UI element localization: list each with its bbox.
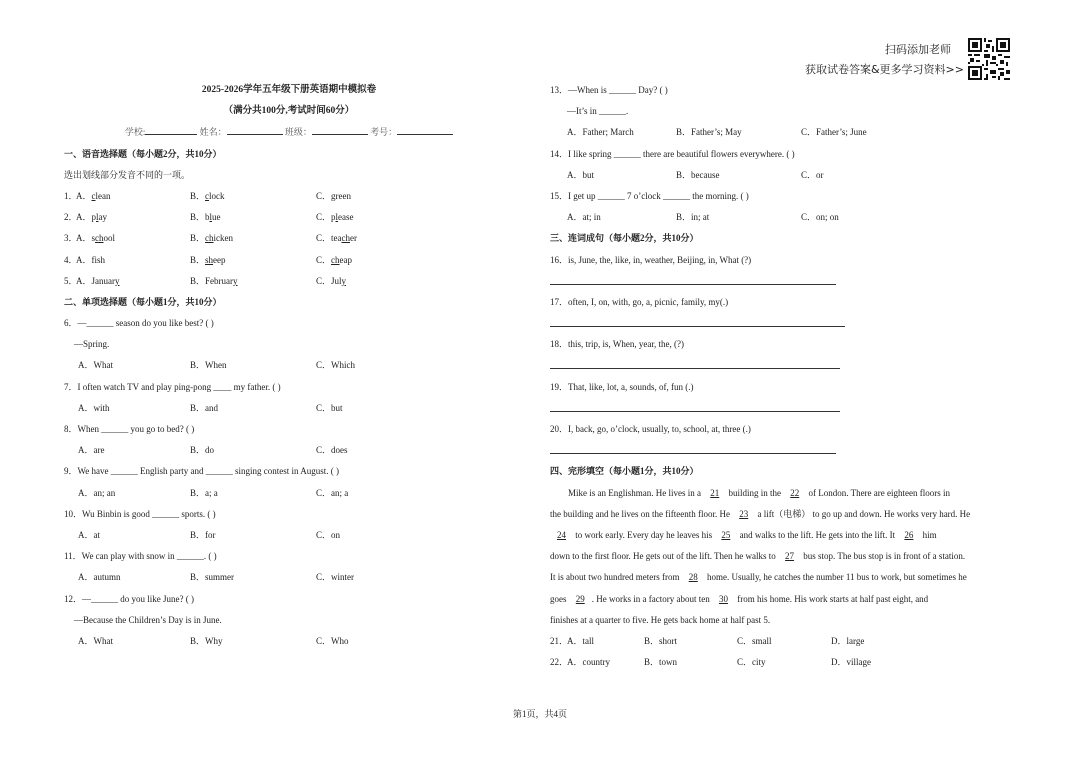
option-d[interactable]: D．village [831,657,871,668]
question-number: 22． [550,657,569,668]
option-text: C．tea [316,233,342,244]
option-a[interactable] [76,271,120,292]
options-row [64,440,514,461]
cloze-blank[interactable]: 24 [557,529,566,540]
question-stem: 11．We can play with snow in ______. ( ) [64,551,217,562]
option-text: C． [316,190,332,201]
qr-caption-line2: 获取试卷答案&更多学习资料>> [804,63,964,76]
option-c[interactable]: C．does [316,445,348,456]
question-followup: —Because the Children’s Day is in June. [74,614,222,625]
page-footer: 第1页，共4页 [512,709,567,719]
option-b[interactable]: B．Why [190,635,223,646]
option-a[interactable]: A．are [78,445,105,456]
option-text: ay [98,212,108,223]
reorder-question: 19．That, like, lot, a, sounds, of, fun (.) [550,381,694,392]
phonics-question [64,186,514,207]
option-b[interactable]: B．and [190,402,218,413]
student-info-line [64,122,514,143]
answer-line-row [550,440,1020,461]
option-c[interactable]: C．Who [316,635,349,646]
passage-line [550,610,1020,631]
question-number: 5． [64,275,78,286]
option-b[interactable]: B．for [190,529,216,540]
school-field[interactable] [145,134,197,135]
option-text: C．p [316,212,336,223]
phonics-question [64,250,514,271]
passage-text: . He works in a factory about ten [591,593,712,604]
answer-line[interactable] [550,453,836,454]
passage-text: It is about two hundred meters from [550,572,682,583]
passage-text: from his home. His work starts at half past eight, and [734,593,929,604]
section4-heading: 四、完形填空（每小题1分，共10分） [550,466,699,477]
option-text: B． [190,190,206,201]
right-mc-questions [550,80,1020,228]
question-stem: 9．We have ______ English party and ______ singing contest in August. ( ) [64,466,339,477]
options-row [64,355,514,376]
passage-text: and walks to the lift. He gets into the lift. It [737,529,898,540]
number-field[interactable] [397,134,453,135]
options-row [64,483,514,504]
underlined-sound: c [91,190,96,201]
option-text: A．Januar [76,275,115,286]
option-text: lock [209,190,225,201]
passage-text: down to the first floor. He gets out of the lift. Then he walks to [550,551,779,562]
options-row [64,631,514,652]
cloze-passage [550,483,1020,631]
options-row [550,207,1020,228]
option-c[interactable]: C．winter [316,572,354,583]
answer-line[interactable] [550,368,840,369]
underlined-sound: l [209,212,213,223]
passage-text: the building and he lives on the fifteenth floor. He [550,508,733,519]
option-text: A．s [76,233,96,244]
underlined-sound: ch [95,233,104,244]
underlined-sound: sh [205,254,214,265]
option-text: B． [190,233,206,244]
option-a[interactable]: A．tall [567,635,594,646]
option-text: ue [212,212,221,223]
answer-line-row [550,355,1020,376]
option-c[interactable]: C．on [316,529,341,540]
option-b[interactable] [190,228,233,249]
underlined-sound: y [233,275,238,286]
option-a[interactable]: A．autumn [78,572,121,583]
option-a[interactable] [76,228,115,249]
cloze-question [550,652,1020,673]
section3-questions [550,250,1020,462]
option-b[interactable]: B．summer [190,572,234,583]
cloze-blank[interactable]: 30 [718,593,728,604]
options-row [550,165,1020,186]
option-text: C． [316,254,332,265]
option-text: icken [213,233,234,244]
option-d[interactable]: D．large [831,635,865,646]
option-a[interactable]: A．What [78,635,113,646]
answer-line[interactable] [550,326,845,327]
question-stem: 7．I often watch TV and play ping-pong ____ my father. ( ) [64,381,281,392]
passage-text: building in the [726,487,784,498]
answer-line-row [550,398,1020,419]
cloze-blank[interactable]: 29 [575,593,585,604]
passage-line [550,525,1020,546]
exam-title: 2025-2026学年五年级下册英语期中模拟卷 [201,85,377,95]
answer-line[interactable] [550,411,840,412]
option-a[interactable] [76,186,111,207]
option-c[interactable]: C．city [737,657,766,668]
option-c[interactable]: C．an; a [316,487,349,498]
passage-text: him [920,529,937,540]
question-stem: 8．When ______ you go to bed? ( ) [64,424,195,434]
underlined-sound: l [335,212,339,223]
option-text: B． [190,254,206,265]
option-c[interactable]: C．or [801,169,824,180]
option-b[interactable] [190,207,221,228]
question-followup: —It’s in ______. [567,106,629,117]
option-c[interactable]: C．Father’s; June [801,127,867,138]
passage-line [550,546,1020,567]
underlined-sound: ch [331,254,340,265]
options-row [550,122,1020,143]
question-number: 1． [64,190,78,201]
options-row [64,398,514,419]
option-a[interactable] [76,207,107,228]
reorder-question: 20．I, back, go, o’clock, usually, to, school, at, three (.) [550,424,751,434]
cloze-blank[interactable]: 25 [721,529,731,540]
question-number: 3． [64,233,78,244]
phonics-question [64,228,514,249]
option-text: eap [339,254,353,265]
underlined-sound: ch [341,233,350,244]
question-stem: 12．—______ do you like June? ( ) [64,593,194,604]
option-a[interactable]: A．at [78,529,100,540]
name-label: 姓名： [199,127,227,138]
answer-line-row [550,313,1020,334]
reorder-question: 17．often, I, on, with, go, a, picnic, family, my(.) [550,296,729,307]
option-text: A． [76,190,92,201]
option-b[interactable]: B．When [190,360,227,371]
option-c[interactable]: C．but [316,402,343,413]
option-c[interactable] [316,228,357,249]
passage-text: Mike is an Englishman. He lives in a [568,487,704,498]
passage-text: bus stop. The bus stop is in front of a station. [801,551,966,562]
option-c[interactable] [316,271,346,292]
number-label: 考号： [370,127,398,138]
class-label: 班级： [284,127,312,138]
option-text: B．Februar [190,275,233,286]
qr-caption-line1: 扫码添加老师 [885,43,951,56]
cloze-blank[interactable]: 22 [790,487,800,498]
options-row [64,525,514,546]
option-text: B．b [190,212,210,223]
reorder-question: 18．this, trip, is, When, year, the, (?) [550,339,684,350]
question-stem: 13．—When is ______ Day? ( ) [550,85,668,95]
option-b[interactable]: B．in; at [676,212,710,223]
option-b[interactable] [190,186,225,207]
question-followup: —Spring. [74,339,110,350]
option-b[interactable] [190,271,238,292]
qr-code-icon[interactable] [968,38,1010,80]
option-a[interactable]: A．but [567,169,595,180]
cloze-blank[interactable]: 23 [739,508,749,519]
passage-line [550,504,1020,525]
option-a[interactable]: A．Father; March [567,127,634,138]
section1-questions [64,186,514,292]
option-text: reen [335,190,352,201]
passage-line [550,589,1020,610]
cloze-blank[interactable]: 21 [710,487,720,498]
option-text: eep [213,254,226,265]
passage-text: a lift（电梯） to go up and down. He works very hard. He [755,508,971,519]
question-stem: 10．Wu Binbin is good ______ sports. ( ) [64,508,216,519]
passage-line [550,567,1020,588]
question-stem: 14．I like spring ______ there are beautiful flowers everywhere. ( ) [550,148,795,159]
underlined-sound: y [341,275,347,286]
options-row [64,567,514,588]
cloze-blank[interactable]: 27 [785,551,795,562]
answer-line[interactable] [550,284,836,285]
name-field[interactable] [227,134,283,135]
section3-heading: 三、连词成句（每小题2分，共10分） [550,233,699,244]
option-text: er [350,233,357,244]
option-b[interactable]: B．a; a [190,487,218,498]
passage-text: home. Usually, he catches the number 11 bus to work, but sometimes he [704,572,967,583]
option-c[interactable]: C．on; on [801,212,839,223]
section1-heading: 一、语音选择题（每小题2分，共10分） [64,148,222,159]
underlined-sound: ch [205,233,214,244]
class-field[interactable] [312,134,368,135]
passage-text: finishes at a quarter to five. He gets back home at half past 5. [550,614,771,625]
phonics-question [64,271,514,292]
exam-subtitle: （满分共100分,考试时间60分） [223,106,355,117]
option-text: A．p [76,212,96,223]
option-b[interactable] [190,250,226,271]
option-text: C．Jul [316,275,342,286]
option-b[interactable]: B．town [644,657,678,668]
option-c[interactable]: C．small [737,635,772,646]
passage-line [550,483,1020,504]
option-a[interactable]: A．with [78,402,110,413]
question-number: 4． [64,254,78,265]
cloze-question [550,631,1020,652]
option-c[interactable] [316,250,352,271]
passage-text: goes [550,593,569,604]
phonics-question [64,207,514,228]
question-stem: 6．—______ season do you like best? ( ) [64,318,214,329]
option-text: lean [95,190,111,201]
underlined-sound: l [96,212,99,223]
cloze-blank[interactable]: 26 [904,529,914,540]
option-text: ool [103,233,116,244]
underlined-sound: y [115,275,120,286]
qr-promo [800,38,1030,82]
underlined-sound: c [205,190,210,201]
underlined-sound: g [331,190,336,201]
option-b[interactable]: B．Father’s; May [676,127,742,138]
option-a[interactable]: A．an; an [78,487,116,498]
cloze-questions [550,631,1020,673]
section2-questions [64,313,514,652]
option-a[interactable]: A．country [567,657,610,668]
passage-text: of London. There are eighteen floors in [806,487,951,498]
option-c[interactable] [316,207,354,228]
section2-heading: 二、单项选择题（每小题1分，共10分） [64,296,222,307]
question-stem: 15．I get up ______ 7 o’clock ______ the morning. ( ) [550,190,749,201]
option-c[interactable]: C．Which [316,360,355,371]
option-b[interactable]: B．short [644,635,678,646]
school-label: 学校: [124,127,146,138]
reorder-question: 16．is, June, the, like, in, weather, Beijing, in, What (?) [550,254,752,265]
option-b[interactable]: B．because [676,169,720,180]
left-column [64,80,514,652]
question-number: 21． [550,635,569,646]
option-text: A．fish [76,254,105,265]
right-column [550,80,1020,673]
section1-instruction: 选出划线部分发音不同的一项。 [64,169,191,180]
option-text: ease [338,212,354,223]
question-number: 2． [64,212,78,223]
option-c[interactable] [316,186,351,207]
passage-text: to work early. Every day he leaves his [573,529,715,540]
option-a[interactable] [76,250,105,271]
option-b[interactable]: B．do [190,445,215,456]
option-a[interactable]: A．at; in [567,212,601,223]
answer-line-row [550,271,1020,292]
option-a[interactable]: A．What [78,360,113,371]
cloze-blank[interactable]: 28 [688,572,698,583]
